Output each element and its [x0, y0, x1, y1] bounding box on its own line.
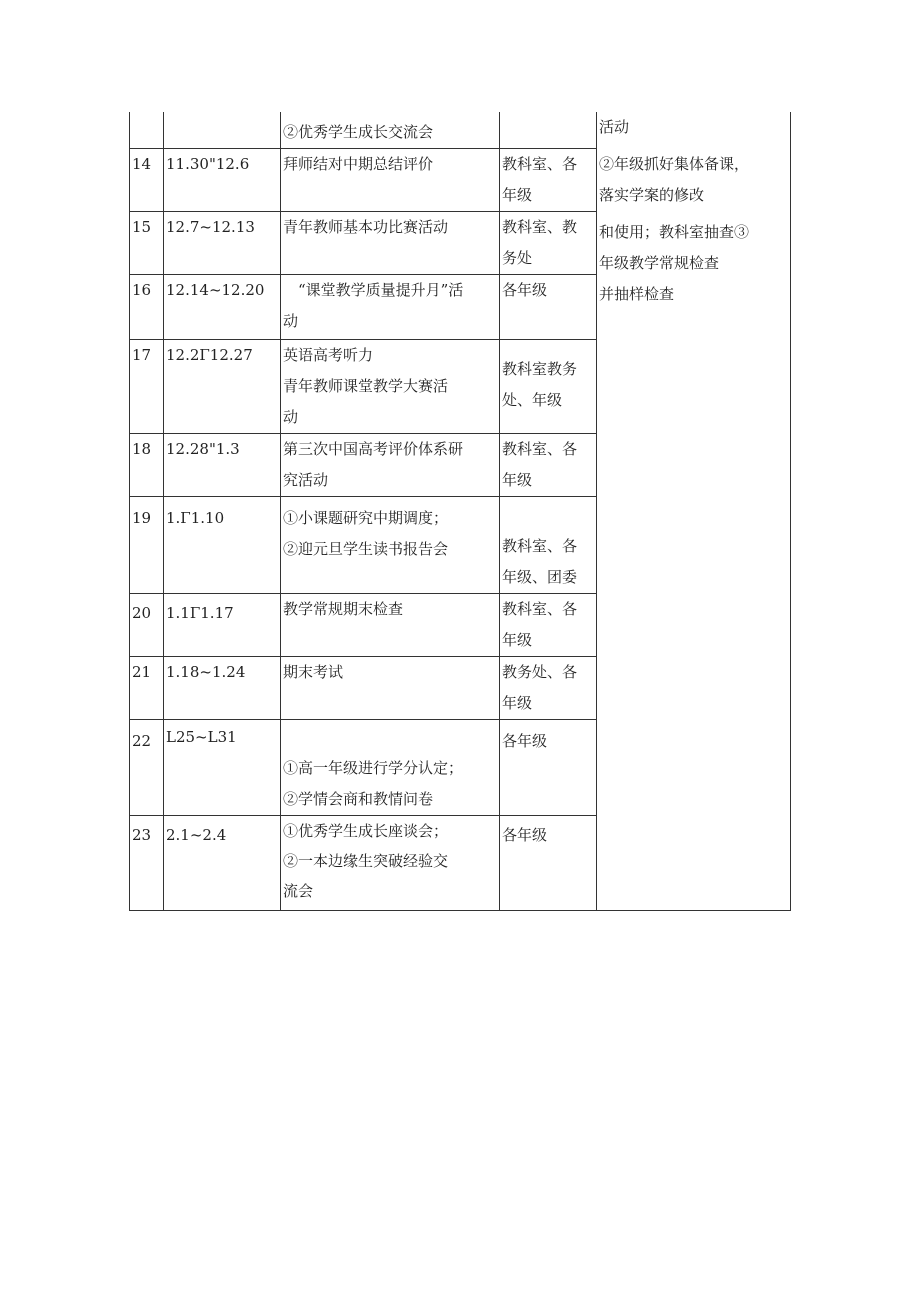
- row-number: [130, 112, 164, 148]
- activity-line: 究活动: [283, 470, 329, 489]
- row-number: 14: [130, 148, 164, 211]
- row-department: 各年级: [500, 719, 597, 815]
- row-activity: [281, 656, 500, 719]
- row-activity: [281, 593, 500, 656]
- row-department: [500, 656, 597, 719]
- remarks-cell: [597, 112, 791, 910]
- row-activity: [281, 339, 500, 433]
- row-department: [500, 433, 597, 496]
- row-department: [500, 496, 597, 593]
- remark-line: 落实学案的修改: [599, 186, 705, 204]
- activity-line: 教学常规期末检查: [283, 599, 404, 618]
- row-activity: [281, 274, 500, 339]
- row-activity: [281, 815, 500, 910]
- row-department: [500, 211, 597, 274]
- row-number: 15: [130, 211, 164, 274]
- activity-line: 青年教师课堂教学大赛活: [283, 376, 449, 395]
- department-line: 年级、团委: [502, 567, 578, 586]
- row-date: 12.2Γ12.27: [164, 339, 281, 433]
- row-number: 23: [130, 815, 164, 910]
- activity-line: 第三次中国高考评价体系研: [283, 439, 464, 458]
- activity-line: “课堂教学质量提升月”活: [283, 280, 464, 299]
- department-line: 年级: [502, 470, 533, 489]
- department-line: 处、年级: [502, 390, 563, 409]
- row-number: 22: [130, 719, 164, 815]
- department-line: 教科室、各: [502, 599, 578, 618]
- activity-line: ①优秀学生成长座谈会；: [283, 821, 449, 840]
- schedule-table: [129, 112, 791, 911]
- row-department: [500, 112, 597, 148]
- row-activity: [281, 719, 500, 815]
- activity-line: ①高一年级进行学分认定；: [283, 758, 464, 777]
- remark-line: ②年级抓好集体备课，: [599, 155, 750, 173]
- department-line: 年级: [502, 693, 533, 712]
- activity-line: 拜师结对中期总结评价: [283, 154, 434, 173]
- activity-line: 动: [283, 407, 299, 426]
- department-line: 年级: [502, 630, 533, 649]
- row-activity: [281, 211, 500, 274]
- remark-line: 活动: [599, 118, 630, 136]
- row-department: [500, 593, 597, 656]
- row-department: [500, 148, 597, 211]
- department-line: 教科室、各: [502, 154, 578, 173]
- department-line: 教科室、各: [502, 439, 578, 458]
- remark-line: 和使用；教科室抽查③: [599, 223, 750, 241]
- activity-line: 期末考试: [283, 662, 344, 681]
- department-line: 教科室、各: [502, 536, 578, 555]
- row-number: 18: [130, 433, 164, 496]
- row-activity: [281, 112, 500, 148]
- row-date: 1.Γ1.10: [164, 496, 281, 593]
- table-row: [130, 112, 791, 148]
- activity-line: 动: [283, 311, 299, 330]
- department-line: 年级: [502, 185, 533, 204]
- activity-line: ②迎元旦学生读书报告会: [283, 539, 449, 558]
- row-date: 12.7~12.13: [164, 211, 281, 274]
- department-line: 教务处、各: [502, 662, 578, 681]
- activity-line: 流会: [283, 881, 314, 900]
- row-number: 19: [130, 496, 164, 593]
- row-date: 2.1~2.4: [164, 815, 281, 910]
- activity-line: ②优秀学生成长交流会: [283, 123, 434, 141]
- row-date: 12.14~12.20: [164, 274, 281, 339]
- row-date: 1.18~1.24: [164, 656, 281, 719]
- department-line: 教科室、教: [502, 217, 578, 236]
- activity-line: ②一本边缘生突破经验交: [283, 851, 449, 870]
- activity-line: 英语高考听力: [283, 345, 374, 364]
- row-department: 各年级: [500, 815, 597, 910]
- row-number: 21: [130, 656, 164, 719]
- row-date: 12.28"1.3: [164, 433, 281, 496]
- row-activity: [281, 496, 500, 593]
- row-date: 11.30"12.6: [164, 148, 281, 211]
- row-date: [164, 112, 281, 148]
- row-number: 20: [130, 593, 164, 656]
- row-number: 17: [130, 339, 164, 433]
- activity-line: ②学情会商和教情问卷: [283, 789, 434, 808]
- department-line: 教科室教务: [502, 359, 578, 378]
- row-activity: [281, 433, 500, 496]
- activity-line: 青年教师基本功比赛活动: [283, 217, 449, 236]
- row-department: [500, 339, 597, 433]
- row-number: 16: [130, 274, 164, 339]
- activity-line: ①小课题研究中期调度；: [283, 508, 449, 527]
- row-date: L25~L31: [164, 719, 281, 815]
- remark-line: 并抽样检查: [599, 285, 675, 303]
- department-line: 务处: [502, 248, 533, 267]
- row-department: 各年级: [500, 274, 597, 339]
- activity-line: [283, 722, 499, 753]
- remark-line: 年级教学常规检查: [599, 254, 720, 272]
- row-activity: [281, 148, 500, 211]
- row-date: 1.1Γ1.17: [164, 593, 281, 656]
